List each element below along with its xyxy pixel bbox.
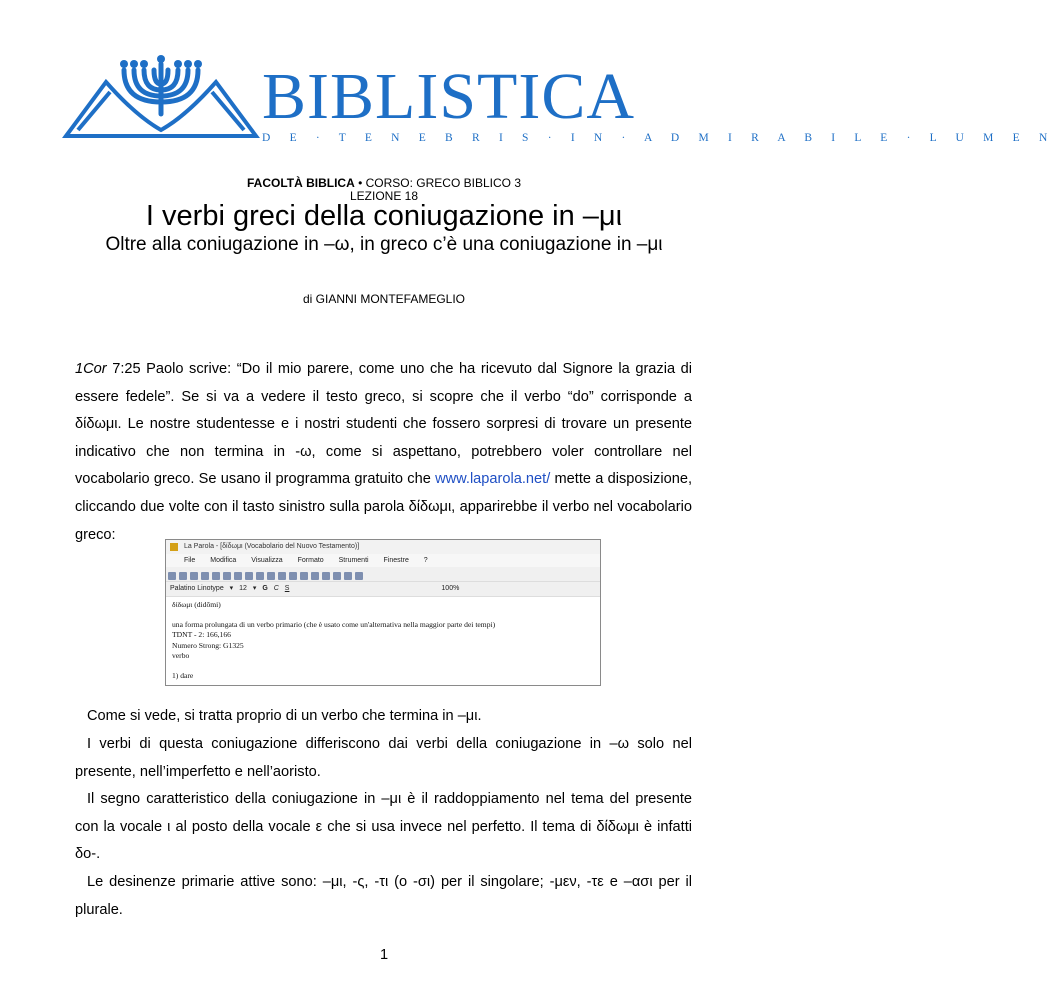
author-line: di GIANNI MONTEFAMEGLIO <box>302 292 466 306</box>
font-select[interactable]: Palatino Linotype <box>170 585 224 592</box>
menu-strumenti[interactable]: Strumenti <box>338 557 369 564</box>
laparola-link[interactable]: www.laparola.net/ <box>435 471 551 488</box>
menu-bar <box>166 554 600 567</box>
app-icon <box>170 543 178 551</box>
bible-icon[interactable] <box>267 572 275 580</box>
toolbar-main <box>166 567 600 582</box>
logo-wordmark: BIBLISTICA <box>262 60 635 133</box>
search-icon[interactable] <box>289 572 297 580</box>
bold-icon[interactable]: G <box>262 585 268 592</box>
cut-icon[interactable] <box>212 572 220 580</box>
faculty-label: FACOLTÀ BIBLICA <box>246 176 355 190</box>
undo-icon[interactable] <box>245 572 253 580</box>
globe-icon[interactable] <box>333 572 341 580</box>
menu-modifica[interactable]: Modifica <box>210 557 237 564</box>
map-icon[interactable] <box>322 572 330 580</box>
open-icon[interactable] <box>179 572 187 580</box>
page-subtitle: Oltre alla coniugazione in –ω, in greco c’è una coniugazione in –μι <box>105 234 663 255</box>
course-label: CORSO: GRECO BIBLICO 3 <box>365 176 521 190</box>
biblistica-logo <box>66 52 1055 144</box>
bullet: • <box>354 176 366 190</box>
intro-text-end: mette a disposizione, cliccando due volte con il tasto sinistro sulla parola δίδωμι, apparirebbe il verbo nel vocabolario greco: <box>75 471 692 543</box>
entry-tdnt: TDNT - 2: 166,166 <box>172 630 231 640</box>
entry-meaning: 1) dare <box>172 671 194 681</box>
font-size-select[interactable]: 12 <box>239 585 247 592</box>
menu-finestre[interactable]: Finestre <box>383 557 409 564</box>
menu-visualizza[interactable]: Visualizza <box>251 557 283 564</box>
help-icon[interactable] <box>355 572 363 580</box>
copy-icon[interactable] <box>223 572 231 580</box>
logo-motto: D E · T E N E B R I S · I N · A D M I R A B I L E · L U M E N <box>262 132 1055 144</box>
redo-icon[interactable] <box>256 572 264 580</box>
window-titlebar <box>166 540 600 554</box>
lesson-label: LEZIONE 18 <box>349 189 419 203</box>
toolbar-format <box>166 582 600 597</box>
entry-pos: verbo <box>172 650 190 660</box>
page-title: I verbi greci della coniugazione in –μι <box>145 200 623 232</box>
scripture-ref: 1Cor <box>75 361 107 377</box>
menorah-book-icon <box>66 52 262 142</box>
course-line <box>0 176 768 190</box>
intro-text: 7:25 Paolo scrive: “Do il mio parere, come uno che ha ricevuto dal Signore la grazia di essere fedele”. Se si va a vedere il testo greco, si scopre che il verbo “do” corrisponde a δίδωμι. Le nostre studentesse e i nostri studenti che fossero sorpresi di trovare un presente indicativo che non termina in -ω, come si aspettano, potrebbero voler controllare nel vocabolario greco. Se usano il programma gratuito che <box>75 361 692 488</box>
new-icon[interactable] <box>168 572 176 580</box>
menu-help[interactable]: ? <box>423 557 428 564</box>
body-paragraph-4: Le desinenze primarie attive sono: –μι, -ς, -τι (o -σι) per il singolare; -μεν, -τε e –ασι per il plurale. <box>75 874 692 918</box>
body-paragraph-1: Come si vede, si tratta proprio di un verbo che termina in –μι. <box>87 708 482 724</box>
bookmark-icon[interactable] <box>278 572 286 580</box>
intro-paragraph <box>75 356 692 549</box>
print-icon[interactable] <box>201 572 209 580</box>
paste-icon[interactable] <box>234 572 242 580</box>
body-paragraph-2: I verbi di questa coniugazione differiscono dai verbi della coniugazione in –ω solo nel presente, nell’imperfetto e nell’aoristo. <box>75 736 692 780</box>
menu-formato[interactable]: Formato <box>297 557 324 564</box>
window-title: La Parola - [δίδωμι (Vocabolario del Nuovo Testamento)] <box>184 543 360 550</box>
zoom-select[interactable]: 100% <box>441 585 460 592</box>
entry-definition: una forma prolungata di un verbo primario (che è usato come un'alternativa nella maggior parte dei tempi) <box>172 620 496 630</box>
vocabulary-icon[interactable] <box>311 572 319 580</box>
page-number: 1 <box>379 947 389 963</box>
vocabulary-screenshot <box>165 539 601 686</box>
chevron-down-icon[interactable]: ▾ <box>252 585 257 592</box>
vocabulary-content <box>166 597 600 684</box>
chevron-down-icon[interactable]: ▾ <box>229 585 234 592</box>
settings-icon[interactable] <box>344 572 352 580</box>
entry-heading: δίδωμι (didōmi) <box>172 600 221 609</box>
info-icon[interactable] <box>300 572 308 580</box>
entry-strong: Numero Strong: G1325 <box>172 640 244 650</box>
save-icon[interactable] <box>190 572 198 580</box>
body-paragraph-3: Il segno caratteristico della coniugazione in –μι è il raddoppiamento nel tema del presente con la vocale ι al posto della vocale ε che si usa invece nel perfetto. Il tema di δίδωμι è infatti δο-. <box>75 791 692 863</box>
italic-icon[interactable]: C <box>273 585 279 592</box>
menu-file[interactable]: File <box>184 557 196 564</box>
underline-icon[interactable]: S <box>284 585 290 592</box>
